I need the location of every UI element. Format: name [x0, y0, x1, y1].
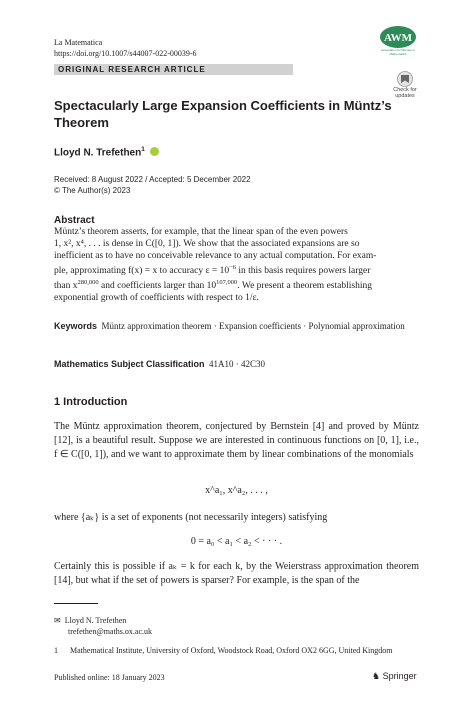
abstract-line: exponential growth of coefficients with respect to 1/ε.: [54, 293, 259, 304]
author-affil-sup: 1: [141, 146, 145, 153]
keywords: [54, 320, 419, 332]
msc-codes: 41A10 · 42C30: [209, 359, 266, 369]
corresp-name: Lloyd N. Trefethen: [64, 616, 127, 625]
msc-classification: [54, 358, 265, 370]
affil-text: Mathematical Institute, University of Oxford, Woodstock Road, Oxford OX2 6GG, United Kingdom: [70, 646, 393, 655]
article-type-banner: ORIGINAL RESEARCH ARTICLE: [54, 64, 293, 75]
keywords-label: Keywords: [54, 321, 98, 331]
corresponding-author: [54, 615, 152, 637]
orcid-icon[interactable]: [150, 147, 159, 156]
doi-link[interactable]: https://doi.org/10.1007/s44007-022-00039-6: [54, 49, 197, 58]
msc-label: Mathematics Subject Classification: [54, 359, 205, 369]
received-accepted: Received: 8 August 2022 / Accepted: 5 December 2022: [54, 175, 251, 184]
abstract-line: ple, approximating f(x) = x to accuracy $\varepsilon = 10^{-6}$ in this basis requires powers larger: [54, 264, 371, 277]
paper-title: Spectacularly Large Expansion Coefficients in Müntz’s Theorem: [54, 98, 392, 130]
corresp-email[interactable]: trefethen@maths.ox.ac.uk: [68, 627, 153, 636]
bookmark-icon: [388, 71, 422, 87]
equation-exponents: 0 = a₀ < a₁ < a₂ < · · · .: [190, 536, 283, 547]
author-name[interactable]: Lloyd N. Trefethen: [54, 147, 142, 159]
section-title: 1 Introduction: [54, 396, 128, 408]
springer-horse-icon: ♞: [372, 671, 381, 681]
intro-paragraph-1: The Müntz approximation theorem, conjectured by Bernstein [4] and proved by Müntz [12], is a beautiful result. Suppose we are interested in continuous functions on [0, 1], i.e., f ∈ C([0, 1]), and we want to approximate them by linear combinations of the monomials: [54, 421, 419, 460]
abstract-line: 1, x², x⁴, . . . is dense in C([0, 1]). We show that the associated expansions are so: [54, 239, 360, 249]
abstract-text: [54, 226, 419, 304]
awm-logo: [378, 24, 418, 58]
affil-number: 1: [54, 646, 58, 655]
copyright: © The Author(s) 2023: [54, 186, 131, 195]
check-for-updates-label: Check for updates: [393, 87, 417, 99]
awm-logo-text: AWM: [383, 32, 413, 44]
springer-logo: [372, 671, 417, 682]
abstract-line: Müntz’s theorem asserts, for example, that the linear span of the even powers: [54, 227, 348, 237]
journal-name: La Matematica: [54, 38, 103, 47]
published-date: Published online: 18 January 2023: [54, 673, 165, 682]
equation-monomials: x^a₁, x^a₂, . . . ,: [205, 485, 268, 496]
author-line: [54, 146, 159, 158]
awm-tagline: Association for Women in Mathematics: [381, 48, 415, 56]
abstract-line: inefficient as to have no conceivable relevance to any actual computation. For exam-: [54, 251, 377, 261]
abstract-line: than $x^{280,000}$ and coefficients larger than 10$^{107,000}$. We present a theorem establishing: [54, 279, 372, 292]
abstract-heading: Abstract: [54, 215, 95, 226]
envelope-icon: ✉: [54, 616, 61, 625]
keywords-text: Müntz approximation theorem · Expansion coefficients · Polynomial approximation: [101, 321, 405, 331]
journal-info: [54, 37, 197, 59]
affiliation: [54, 645, 419, 656]
intro-paragraph-2: where {aₖ} is a set of exponents (not necessarily integers) satisfying: [54, 512, 328, 523]
intro-paragraph-3: Certainly this is possible if aₖ = k for each k, by the Weierstrass approximation theorem [14], but what if the set of powers is sparser? For example, is the span of the: [54, 561, 419, 586]
footnote-rule: [54, 603, 98, 604]
springer-name: Springer: [382, 671, 417, 681]
dates-block: [54, 174, 251, 196]
